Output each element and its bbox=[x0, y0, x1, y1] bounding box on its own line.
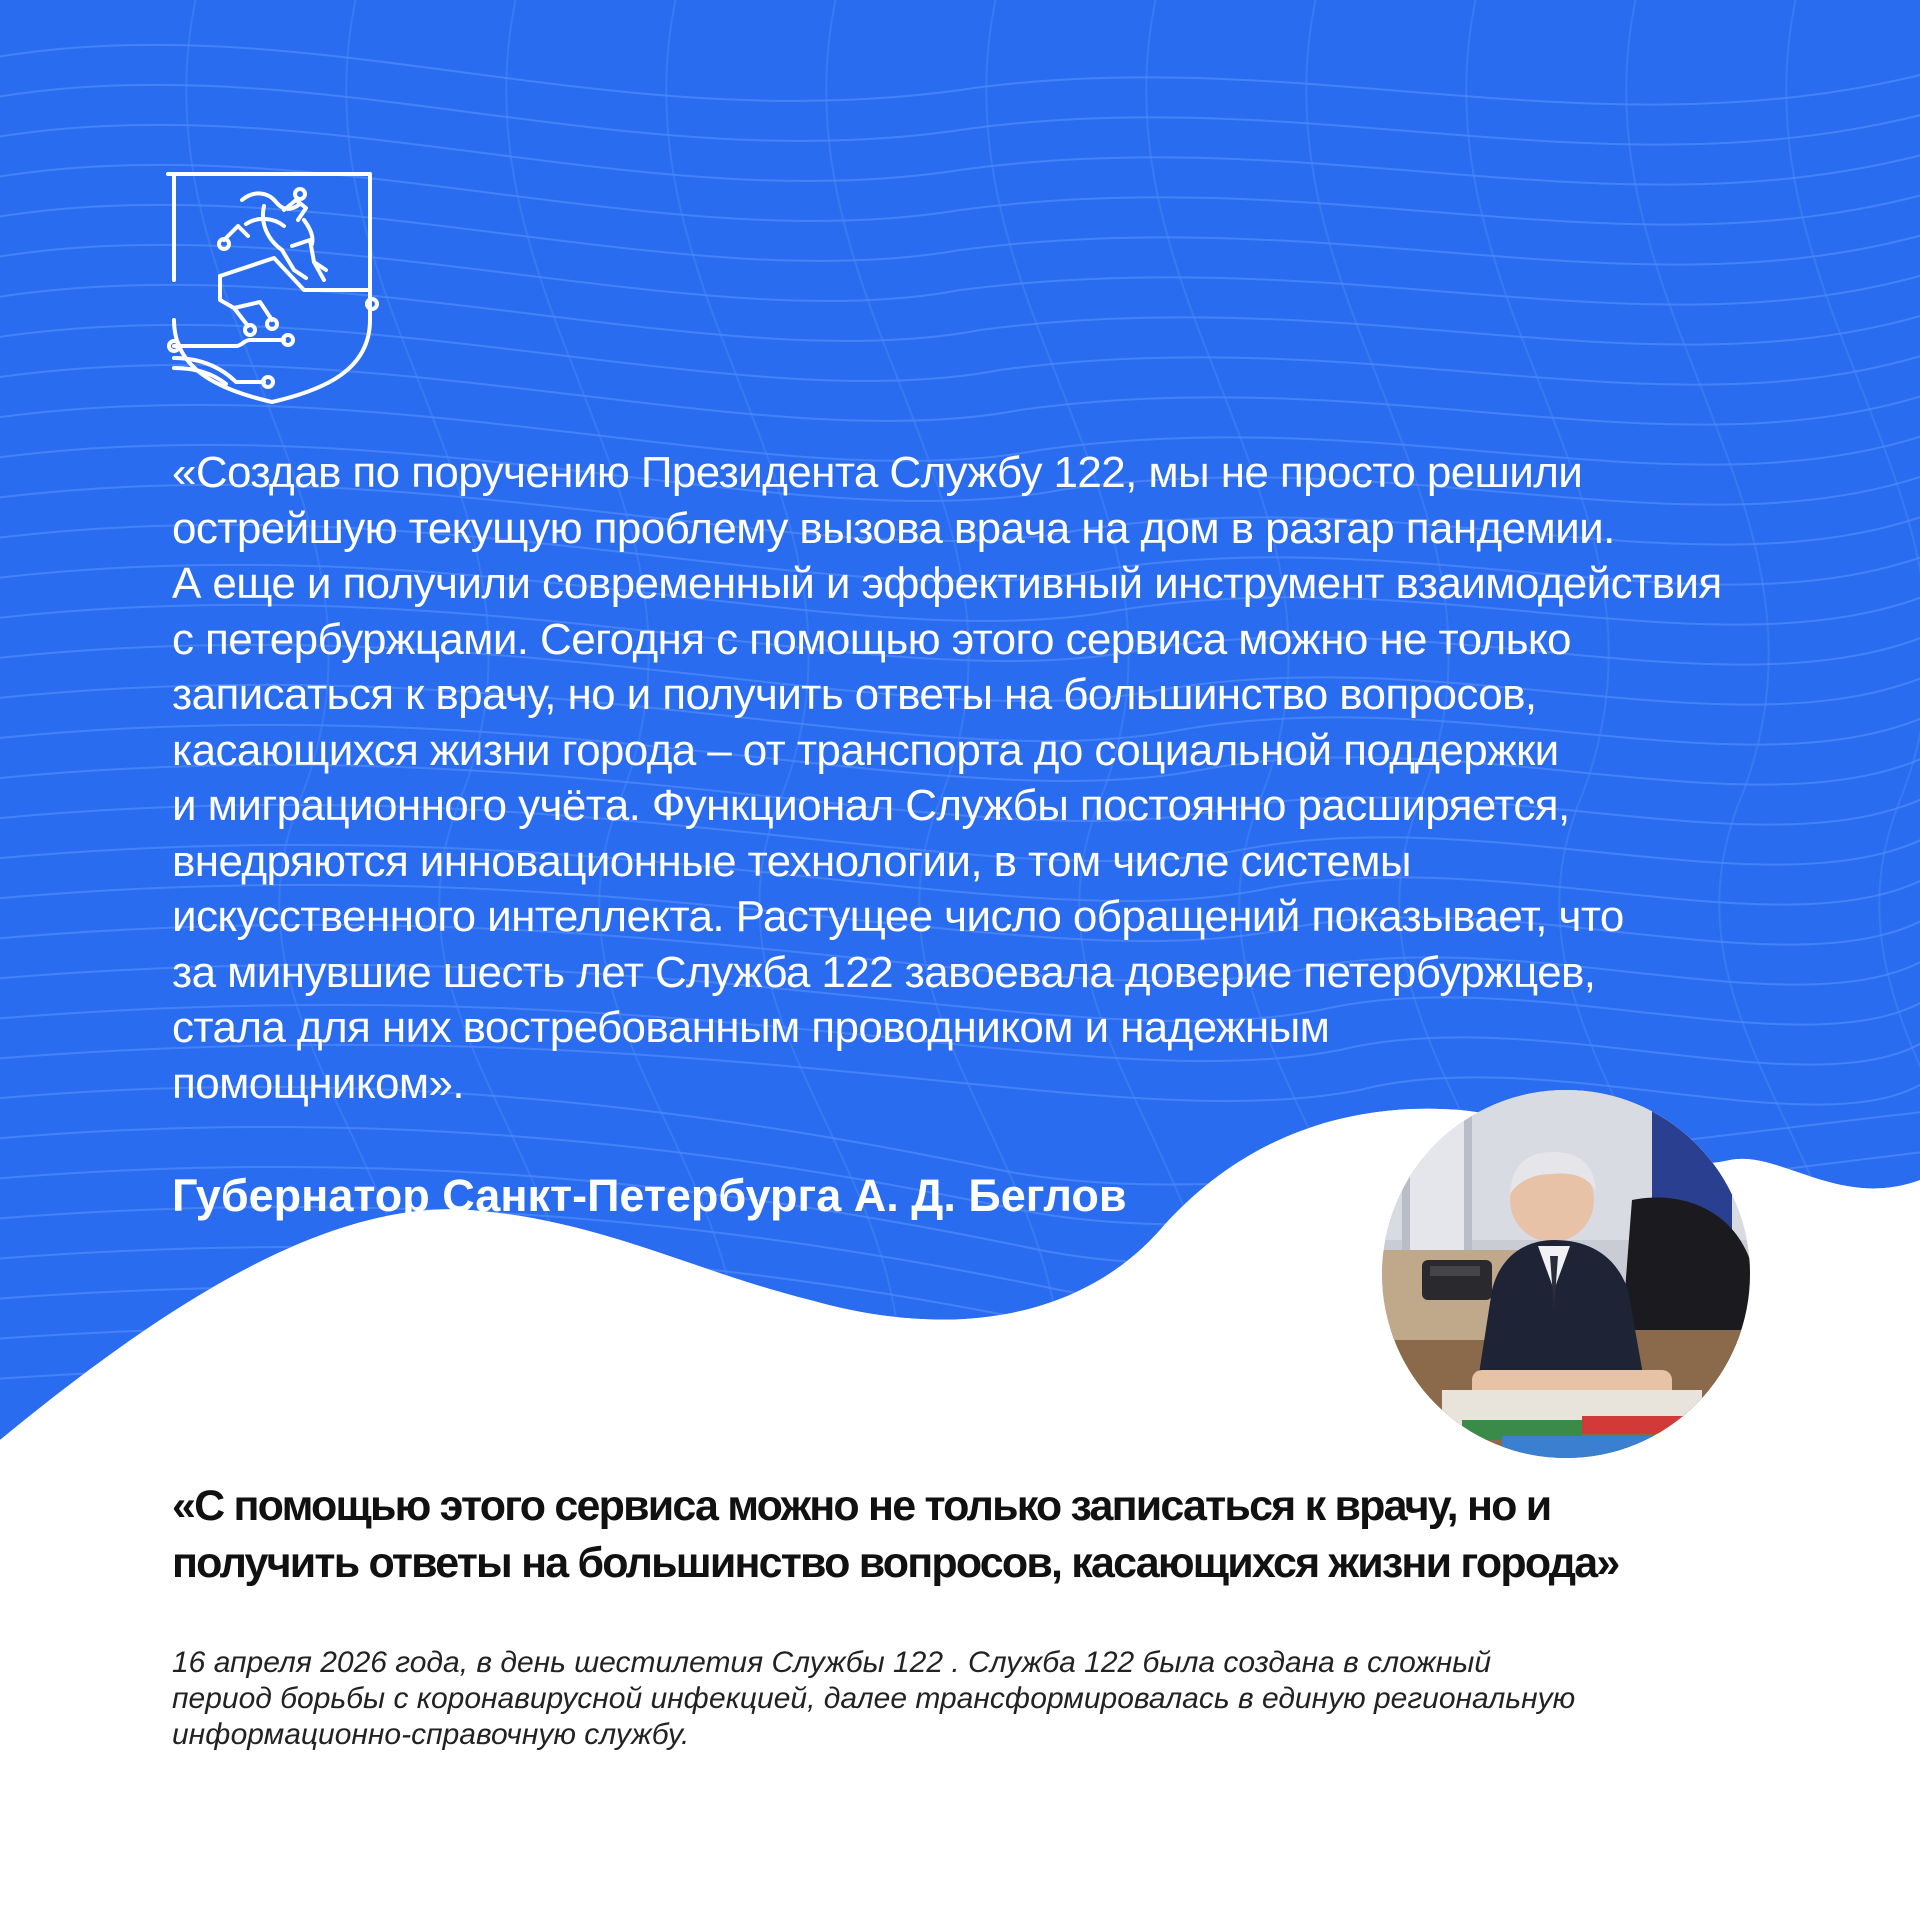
quote-line: и миграционного учёта. Функционал Службы постоянно расширяется, bbox=[172, 781, 1570, 830]
saint-petersburg-coat-of-arms-circuit-icon bbox=[164, 170, 380, 416]
highlight-line: «С помощью этого сервиса можно не только записаться к врачу, но и bbox=[172, 1482, 1551, 1530]
governor-portrait-photo bbox=[1382, 1090, 1750, 1458]
quote-line: внедряются инновационные технологии, в том числе системы bbox=[172, 836, 1411, 886]
quote-line: острейшую текущую проблему вызова врача на дом в разгар пандемии. bbox=[172, 503, 1615, 553]
quote-line: «Создав по поручению Президента Службу 122, мы не просто решили bbox=[172, 448, 1583, 497]
highlight-line: получить ответы на большинство вопросов, касающихся жизни города» bbox=[172, 1539, 1619, 1587]
caption-line: информационно-справочную службу. bbox=[172, 1718, 690, 1751]
quote-line: А еще и получили современный и эффективный инструмент взаимодействия bbox=[172, 559, 1722, 608]
caption-text bbox=[172, 1645, 1575, 1753]
quote-line: стала для них востребованным проводником и надежным bbox=[172, 1003, 1330, 1052]
quote-line: помощником». bbox=[172, 1058, 465, 1108]
quote-author: Губернатор Санкт-Петербурга А. Д. Беглов bbox=[172, 1170, 1127, 1221]
quote-line: за минувшие шесть лет Служба 122 завоевала доверие петербуржцев, bbox=[172, 947, 1596, 997]
governor-quote bbox=[172, 445, 1772, 1111]
quote-line: касающихся жизни города – от транспорта до социальной поддержки bbox=[172, 725, 1559, 775]
caption-line: 16 апреля 2026 года, в день шестилетия Службы 122 . Служба 122 была создана в сложный bbox=[172, 1646, 1492, 1679]
quote-line: искусственного интеллекта. Растущее число обращений показывает, что bbox=[172, 892, 1624, 941]
portrait-illustration bbox=[1382, 1090, 1750, 1458]
caption-line: период борьбы с коронавирусной инфекцией, далее трансформировалась в единую региональную bbox=[172, 1682, 1576, 1715]
quote-line: с петербуржцами. Сегодня с помощью этого сервиса можно не только bbox=[172, 614, 1571, 664]
highlight-quote bbox=[172, 1478, 1618, 1592]
quote-line: записаться к врачу, но и получить ответы на большинство вопросов, bbox=[172, 670, 1537, 719]
